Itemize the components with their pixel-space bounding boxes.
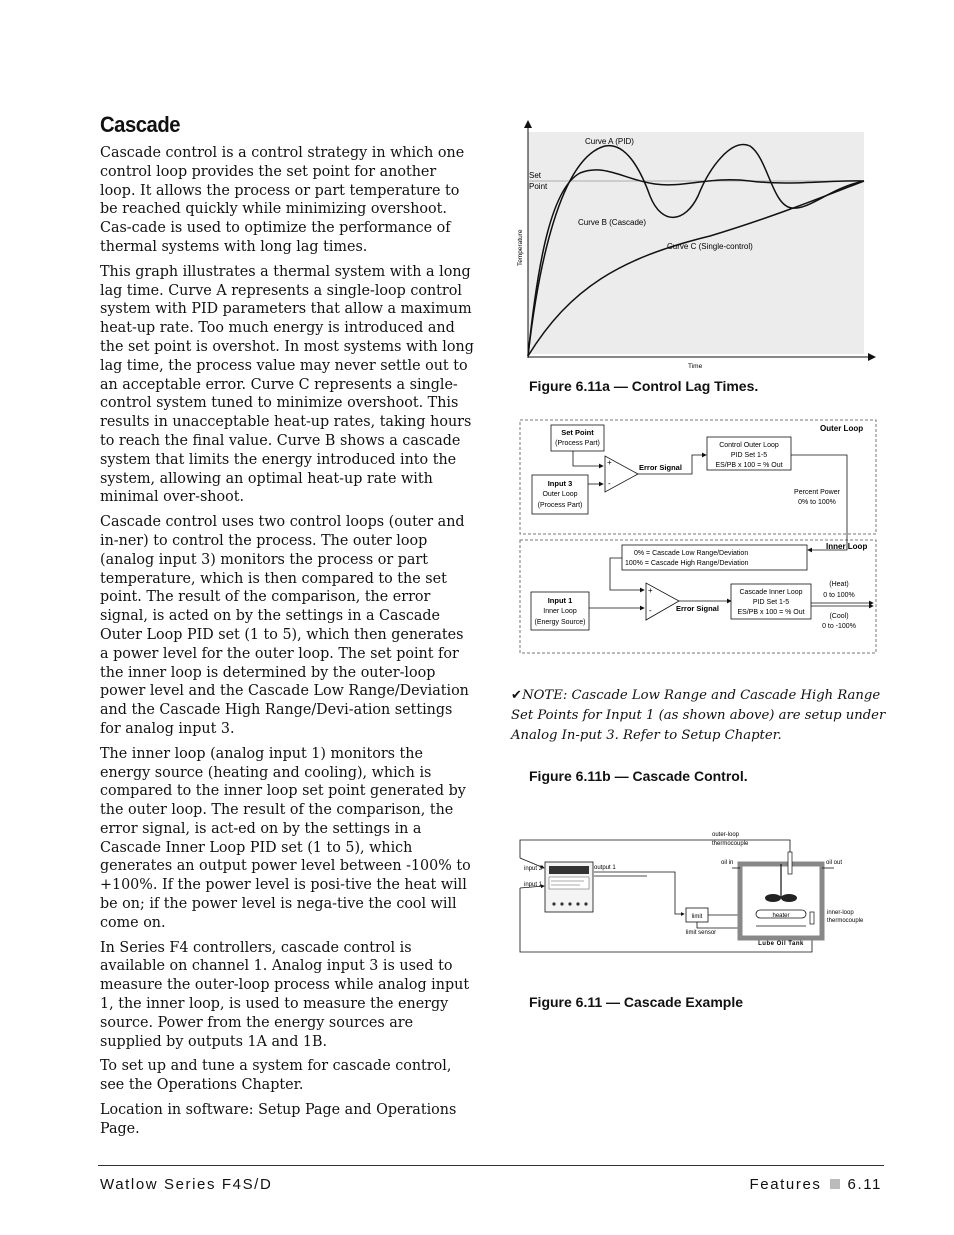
outer-error-label: Error Signal [639, 463, 682, 472]
controller-key [584, 902, 587, 905]
set-label: Set [529, 171, 542, 180]
inner-pid-line1: Cascade Inner Loop [739, 589, 803, 596]
mixer-blade [781, 894, 797, 902]
check-icon: ✔ [511, 688, 523, 703]
input1-label: input 1 [524, 882, 543, 888]
outer-pid-line3: ES/PB x 100 = % Out [715, 462, 783, 469]
note-text: Cascade Low Range and Cascade High Range Set Points for Input 1 (as shown above) are setup under Analog In-put 3. Refer to Setup Chapter. [511, 688, 886, 743]
body-text [100, 144, 474, 1145]
output1-label: output 1 [594, 865, 616, 871]
outer-pid-line1: Control Outer Loop [719, 442, 779, 449]
footer-product: Watlow Series F4S/D [100, 1176, 273, 1193]
heat-line2: 0 to 100% [823, 592, 855, 599]
outer-thermocouple [788, 852, 792, 874]
paragraph-setup: To set up and tune a system for cascade control, see the Operations Chapter. [100, 1057, 452, 1094]
cascade-example-diagram [512, 828, 874, 958]
heater-label: heater [772, 913, 790, 919]
input3-label: input 3 [524, 866, 543, 872]
oil-out-label: oil out [826, 860, 843, 866]
inner-minus: - [649, 606, 652, 615]
point-label: Point [529, 182, 548, 191]
controller-key [552, 902, 555, 905]
inner-tc-line2: thermocouple [827, 918, 864, 924]
page-title: Cascade [100, 112, 181, 137]
input3-line2: (Process Part) [537, 502, 583, 509]
set-point-sub: (Process Part) [555, 440, 600, 447]
outer-minus: - [608, 479, 611, 488]
limit-label: limit [691, 914, 703, 920]
percent-power-line1: Percent Power [794, 489, 840, 496]
outer-tc-line1: outer-loop [712, 832, 740, 838]
note-label: NOTE: [522, 688, 568, 703]
paragraph-location: Location in software: Setup Page and Operations Page. [100, 1101, 457, 1137]
paragraph-graph: This graph illustrates a thermal system with a long lag time. Curve A represents a single-loop control system with PID parameters that allow a maximum heat-up rate. Too much energy is introduced and the set point is overshot. In most systems with long lag time, the process value may never settle out to an acceptable error. Curve C represents a single-control system tuned to minimize overshoot. This results in unacceptable heat-up rates, taking hours to reach the final value. Curve B shows a cascade system that limits the energy introduced into the system, allowing an optimal heat-up rate with minimal over-shoot. [100, 262, 474, 506]
mixer-blade [765, 894, 781, 902]
inner-pid-line2: PID Set 1-5 [752, 599, 790, 606]
controller-key [560, 902, 563, 905]
input1-line1: Inner Loop [543, 608, 577, 615]
heat-line1: (Heat) [829, 581, 849, 588]
controller-key [576, 902, 579, 905]
inner-thermocouple [810, 912, 814, 924]
input1-line2: (Energy Source) [534, 619, 586, 626]
controller-display [549, 877, 589, 889]
inner-plus: + [648, 586, 653, 595]
figure-b-caption: Figure 6.11b — Cascade Control. [529, 768, 748, 784]
figure-c-caption: Figure 6.11 — Cascade Example [529, 994, 743, 1010]
curve-c-label: Curve C (Single-control) [667, 242, 753, 251]
outer-plus: + [607, 458, 612, 467]
square-bullet-icon [830, 1179, 840, 1189]
paragraph-loops: Cascade control uses two control loops (outer and in-ner) to control the process. The outer loop (analog input 3) monitors the process or part temperature, which is then compared to the set point. The result of the comparison, the error signal, is acted on by the settings in a Cascade Outer Loop PID set (1 to 5), which then generates a power level for the outer loop. The set point for the inner loop is determined by the outer-loop power level and the Cascade Low Range/Deviation and the Cascade High Range/Devi-ation settings for analog input 3. [100, 513, 469, 737]
inner-pid-line3: ES/PB x 100 = % Out [737, 609, 805, 616]
cool-line1: (Cool) [829, 613, 849, 620]
curve-b-label: Curve B (Cascade) [578, 218, 647, 227]
input3-line1: Outer Loop [542, 491, 578, 498]
y-axis-label: Temperature [517, 229, 524, 266]
outer-tc-line2: thermocouple [712, 841, 749, 847]
input1-title: Input 1 [547, 596, 573, 605]
paragraph-f4: In Series F4 controllers, cascade control is available on channel 1. Analog input 3 is used to measure the outer-loop process while analog input 1, the inner loop, is used to measure the energy source. Power from the energy sources are supplied by outputs 1A and 1B. [100, 938, 470, 1050]
controller-key [568, 902, 571, 905]
input3-title: Input 3 [547, 479, 573, 488]
paragraph-intro: Cascade control is a control strategy in which one control loop provides the set point for another loop. It allows the process or part temperature to be reached quickly while minimizing overshoot. Cas-cade is used to optimize the performance of thermal systems with long lag times. [100, 144, 465, 255]
outer-loop-label: Outer Loop [820, 424, 864, 433]
footer-page-info [750, 1176, 882, 1193]
curve-a-label: Curve A (PID) [585, 137, 634, 146]
oil-in-label: oil in [721, 860, 734, 866]
controller-display-top [549, 866, 589, 874]
limit-sensor-label: limit sensor [685, 930, 717, 936]
note [511, 686, 891, 746]
inner-loop-label: Inner Loop [826, 542, 868, 551]
footer-section: Features [749, 1176, 822, 1193]
footer-page-number: 6.11 [847, 1176, 882, 1193]
set-point-title: Set Point [561, 428, 594, 437]
figure-a-caption: Figure 6.11a — Control Lag Times. [529, 378, 759, 394]
inner-tc-line1: inner-loop [827, 910, 854, 916]
x-axis-label: Time [688, 363, 703, 370]
inner-error-label: Error Signal [676, 604, 719, 613]
output-wire [594, 872, 684, 914]
cascade-control-diagram [517, 418, 879, 656]
range-line1: 0% = Cascade Low Range/Deviation [634, 550, 749, 557]
limit-sensor-wire [697, 922, 744, 928]
paragraph-inner-loop: The inner loop (analog input 1) monitors the energy source (heating and cooling), which is compared to the inner loop set point generated by the outer loop. The result of the comparison, the error signal, is act-ed on by the settings in a Cascade Inner Loop PID set (1 to 5), which generates an output power level between -100% to +100%. If the power level is posi-tive the heat will be on; if the power level is nega-tive the cool will come on. [100, 744, 471, 931]
percent-power-line2: 0% to 100% [798, 499, 836, 506]
outer-pid-line2: PID Set 1-5 [730, 452, 768, 459]
cool-line2: 0 to -100% [822, 623, 856, 630]
setpoint-to-comparator [573, 451, 603, 466]
tank-label: Lube Oil Tank [758, 941, 804, 947]
range-line2: 100% = Cascade High Range/Deviation [625, 560, 749, 567]
footer-divider [98, 1165, 884, 1166]
control-lag-graph [510, 118, 882, 376]
